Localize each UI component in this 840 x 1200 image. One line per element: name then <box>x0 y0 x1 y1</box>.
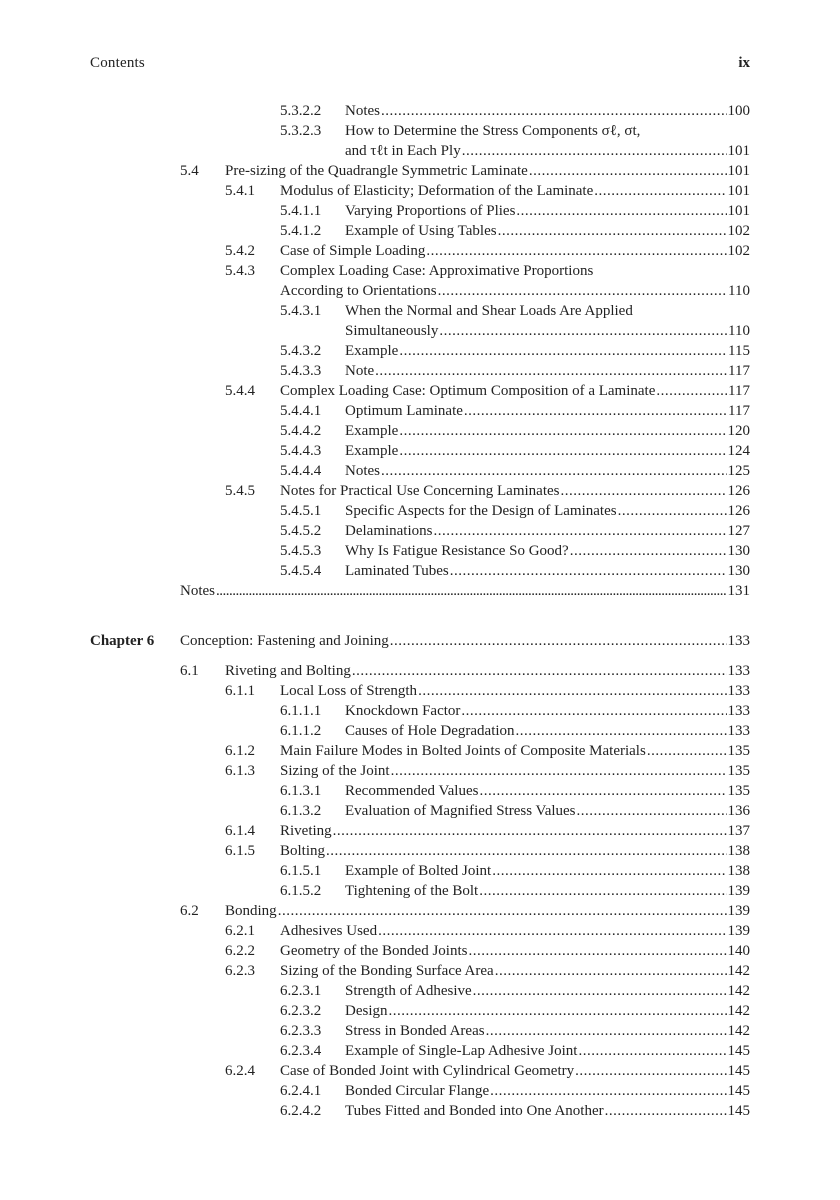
page-number: 102 <box>727 243 750 259</box>
page-number: 133 <box>727 703 750 719</box>
section-number: 5.4.4.1 <box>280 403 322 419</box>
toc-line <box>345 981 750 1001</box>
dot-leader <box>468 941 726 961</box>
toc-entry <box>0 681 840 701</box>
dot-leader <box>490 1081 726 1101</box>
dot-leader <box>486 1021 727 1041</box>
toc-line <box>345 101 750 121</box>
toc-entry <box>0 561 840 581</box>
section-number: 6.1.5.2 <box>280 883 322 899</box>
toc-entry <box>0 221 840 241</box>
toc-line <box>345 541 750 561</box>
section-title: Sizing of the Bonding Surface Area <box>280 963 494 979</box>
section-number: 5.4 <box>180 163 199 179</box>
toc-line <box>345 301 750 321</box>
page-number: 127 <box>727 523 750 539</box>
dot-leader <box>647 741 727 761</box>
section-number: 6.2.3.1 <box>280 983 322 999</box>
section-number: 5.4.3.3 <box>280 363 322 379</box>
page-number-roman: ix <box>738 55 750 71</box>
section-title: Notes <box>345 103 380 119</box>
toc-line <box>345 801 750 821</box>
section-title: According to Orientations <box>280 283 437 299</box>
page-number: 124 <box>727 443 750 459</box>
section-title: When the Normal and Shear Loads Are Applied <box>345 303 633 319</box>
section-number: 6.1.4 <box>225 823 255 839</box>
dot-leader <box>561 481 727 501</box>
toc-entry <box>0 1041 840 1061</box>
toc-line <box>345 701 750 721</box>
toc-entry <box>0 861 840 881</box>
toc-line <box>345 361 750 381</box>
page-number: 100 <box>727 103 750 119</box>
dot-leader <box>529 161 727 181</box>
dot-leader <box>439 321 727 341</box>
dot-leader <box>578 1041 726 1061</box>
toc-entry <box>0 201 840 221</box>
section-title: Delaminations <box>345 523 433 539</box>
dot-leader <box>389 1001 727 1021</box>
page-number: 133 <box>727 683 750 699</box>
section-number: 5.3.2.3 <box>280 123 322 139</box>
toc-entry <box>0 741 840 761</box>
toc-entry <box>0 1001 840 1021</box>
dot-leader <box>461 701 726 721</box>
toc-line <box>225 161 750 181</box>
page-number: 138 <box>727 843 750 859</box>
dot-leader <box>605 1101 727 1121</box>
section-number: 6.2.3.3 <box>280 1023 322 1039</box>
toc-line <box>280 381 750 401</box>
page-number: 145 <box>727 1063 750 1079</box>
toc-line <box>345 721 750 741</box>
section-number: 6.1.5 <box>225 843 255 859</box>
page-number: 117 <box>728 383 750 399</box>
page-number: 142 <box>727 963 750 979</box>
toc-line <box>280 921 750 941</box>
toc-entry <box>0 321 840 341</box>
toc-entry <box>0 661 840 681</box>
dot-leader <box>618 501 727 521</box>
toc-entry <box>0 161 840 181</box>
page-number: 133 <box>727 633 750 649</box>
chapter-entry <box>0 631 840 651</box>
toc-line <box>280 261 750 281</box>
section-number: 6.1.3.2 <box>280 803 322 819</box>
toc-line <box>345 401 750 421</box>
section-number: 5.4.1.2 <box>280 223 322 239</box>
section-number: 5.4.3.1 <box>280 303 322 319</box>
toc-line <box>225 901 750 921</box>
section-title: and τℓt in Each Ply <box>345 143 461 159</box>
toc-line <box>345 421 750 441</box>
dot-leader <box>464 401 727 421</box>
toc-entry <box>0 401 840 421</box>
dot-leader <box>381 101 727 121</box>
section-title: Complex Loading Case: Approximative Proportions <box>280 263 594 279</box>
page-number: 139 <box>727 923 750 939</box>
toc-line <box>280 481 750 501</box>
section-title: Riveting <box>280 823 332 839</box>
page-number: 145 <box>727 1043 750 1059</box>
toc-entry <box>0 841 840 861</box>
section-number: 6.1.1 <box>225 683 255 699</box>
dot-leader <box>391 761 727 781</box>
toc-entry <box>0 261 840 281</box>
section-title: Notes for Practical Use Concerning Laminates <box>280 483 560 499</box>
page-number: 142 <box>727 1023 750 1039</box>
section-number: 5.4.5.2 <box>280 523 322 539</box>
toc-line <box>180 581 750 601</box>
toc-entry <box>0 781 840 801</box>
page-number: 117 <box>728 403 750 419</box>
toc-line <box>345 881 750 901</box>
page-number: 126 <box>727 503 750 519</box>
page-number: 120 <box>727 423 750 439</box>
toc-entry <box>0 241 840 261</box>
section-title: How to Determine the Stress Components σℓ, σt, <box>345 123 641 139</box>
dot-leader <box>378 921 726 941</box>
dot-leader <box>656 381 727 401</box>
toc-entry <box>0 381 840 401</box>
section-number: 6.2 <box>180 903 199 919</box>
toc-line <box>280 821 750 841</box>
toc-line <box>345 461 750 481</box>
toc-entry <box>0 901 840 921</box>
section-number: 6.2.3 <box>225 963 255 979</box>
section-number: 5.4.5.3 <box>280 543 322 559</box>
section-title: Bonding <box>225 903 277 919</box>
section-title: Bolting <box>280 843 326 859</box>
section-title: Knockdown Factor <box>345 703 461 719</box>
toc-entry <box>0 721 840 741</box>
dot-leader <box>375 361 727 381</box>
dot-leader <box>381 461 727 481</box>
page-number: 137 <box>727 823 750 839</box>
section-title: Example of Bolted Joint <box>345 863 492 879</box>
section-number: 5.4.1.1 <box>280 203 322 219</box>
section-number: 6.1.2 <box>225 743 255 759</box>
page-number: 142 <box>727 983 750 999</box>
toc-entry <box>0 441 840 461</box>
section-title: Recommended Values <box>345 783 479 799</box>
toc-entry <box>0 421 840 441</box>
toc-line <box>345 861 750 881</box>
toc-line <box>345 141 750 161</box>
section-title: Case of Bonded Joint with Cylindrical Geometry <box>280 1063 575 1079</box>
toc-line <box>180 631 750 651</box>
section-title: Why Is Fatigue Resistance So Good? <box>345 543 569 559</box>
toc-line <box>280 281 750 301</box>
section-title: Causes of Hole Degradation <box>345 723 515 739</box>
section-number: 6.2.4 <box>225 1063 255 1079</box>
section-number: 5.4.3 <box>225 263 255 279</box>
toc-entry <box>0 921 840 941</box>
section-title: Tubes Fitted and Bonded into One Another <box>345 1103 604 1119</box>
dot-leader <box>462 141 727 161</box>
dot-leader <box>418 681 726 701</box>
running-head-title: Contents <box>90 55 145 71</box>
section-title: Modulus of Elasticity; Deformation of the Laminate <box>280 183 594 199</box>
page-number: 145 <box>727 1103 750 1119</box>
dot-leader <box>333 821 727 841</box>
section-title: Notes <box>180 583 215 599</box>
section-number: 6.2.1 <box>225 923 255 939</box>
section-number: 5.4.4.2 <box>280 423 322 439</box>
section-number: 5.4.5 <box>225 483 255 499</box>
toc-entry <box>0 761 840 781</box>
toc-line <box>345 1081 750 1101</box>
section-number: 6.1.3 <box>225 763 255 779</box>
page-number: 139 <box>727 883 750 899</box>
section-title: Evaluation of Magnified Stress Values <box>345 803 576 819</box>
toc-entry <box>0 961 840 981</box>
toc-entry <box>0 481 840 501</box>
section-number: 5.4.2 <box>225 243 255 259</box>
section-title: Simultaneously <box>345 323 439 339</box>
toc-line <box>345 781 750 801</box>
toc-line <box>345 1041 750 1061</box>
section-number: 6.2.4.1 <box>280 1083 322 1099</box>
toc-entry <box>0 361 840 381</box>
section-number: 6.1.1.1 <box>280 703 322 719</box>
toc-entry <box>0 1081 840 1101</box>
section-title: Conception: Fastening and Joining <box>180 633 389 649</box>
dot-leader <box>473 981 727 1001</box>
page-number: 101 <box>727 183 750 199</box>
page-number: 133 <box>727 723 750 739</box>
section-number: 5.3.2.2 <box>280 103 322 119</box>
page-number: 101 <box>727 163 750 179</box>
section-title: Specific Aspects for the Design of Laminates <box>345 503 617 519</box>
dot-leader <box>352 661 727 681</box>
section-title: Example <box>345 443 399 459</box>
section-title: Sizing of the Joint <box>280 763 390 779</box>
toc-line <box>280 741 750 761</box>
toc-entry <box>0 581 840 601</box>
section-title: Adhesives Used <box>280 923 378 939</box>
page-number: 101 <box>727 203 750 219</box>
section-title: Design <box>345 1003 388 1019</box>
section-title: Varying Proportions of Plies <box>345 203 516 219</box>
section-title: Example <box>345 423 399 439</box>
toc-entry <box>0 101 840 121</box>
section-title: Riveting and Bolting <box>225 663 351 679</box>
page-number: 117 <box>728 363 750 379</box>
dot-leader <box>433 521 726 541</box>
toc-line <box>280 961 750 981</box>
section-title: Stress in Bonded Areas <box>345 1023 485 1039</box>
section-title: Geometry of the Bonded Joints <box>280 943 468 959</box>
section-title: Example <box>345 343 399 359</box>
toc-entry <box>0 521 840 541</box>
toc-line <box>280 1061 750 1081</box>
toc-line <box>345 341 750 361</box>
dot-leader <box>492 861 726 881</box>
dot-leader <box>450 561 727 581</box>
toc-entry <box>0 1061 840 1081</box>
page-number: 130 <box>727 543 750 559</box>
dot-leader <box>516 201 726 221</box>
page-number: 138 <box>727 863 750 879</box>
page-number: 139 <box>727 903 750 919</box>
page-number: 110 <box>728 323 750 339</box>
toc-line <box>345 321 750 341</box>
section-title: Tightening of the Bolt <box>345 883 479 899</box>
toc-line <box>280 241 750 261</box>
toc-entry <box>0 801 840 821</box>
dot-leader <box>278 901 727 921</box>
dot-leader <box>390 631 727 651</box>
toc-line <box>280 681 750 701</box>
page-number: 110 <box>728 283 750 299</box>
section-number: 5.4.3.2 <box>280 343 322 359</box>
section-title: Notes <box>345 463 380 479</box>
page-number: 135 <box>727 743 750 759</box>
section-title: Main Failure Modes in Bolted Joints of Composite Materials <box>280 743 646 759</box>
toc-line <box>345 441 750 461</box>
page-number: 115 <box>728 343 750 359</box>
toc-entry <box>0 981 840 1001</box>
toc-entry <box>0 701 840 721</box>
toc-entry <box>0 461 840 481</box>
toc-entry <box>0 301 840 321</box>
section-title: Strength of Adhesive <box>345 983 472 999</box>
page-number: 140 <box>727 943 750 959</box>
toc-line <box>345 1021 750 1041</box>
toc-entry <box>0 881 840 901</box>
page-number: 102 <box>727 223 750 239</box>
dot-leader <box>479 881 726 901</box>
page-number: 101 <box>727 143 750 159</box>
toc-entry <box>0 821 840 841</box>
page-number: 135 <box>727 783 750 799</box>
section-number: 5.4.4.3 <box>280 443 322 459</box>
dot-leader <box>495 961 727 981</box>
section-number: 5.4.4.4 <box>280 463 322 479</box>
dot-leader <box>575 1061 726 1081</box>
dot-leader <box>438 281 727 301</box>
section-number: 6.2.2 <box>225 943 255 959</box>
chapter-label: Chapter 6 <box>90 633 155 649</box>
toc-line <box>280 941 750 961</box>
page-number: 133 <box>727 663 750 679</box>
toc-line <box>345 121 750 141</box>
section-number: 6.2.3.2 <box>280 1003 322 1019</box>
section-number: 5.4.5.4 <box>280 563 322 579</box>
page-number: 135 <box>727 763 750 779</box>
section-title: Pre-sizing of the Quadrangle Symmetric Laminate <box>225 163 528 179</box>
toc-entry <box>0 1021 840 1041</box>
page-number: 130 <box>727 563 750 579</box>
dot-leader <box>326 841 726 861</box>
section-number: 6.2.3.4 <box>280 1043 322 1059</box>
toc-line <box>280 761 750 781</box>
page-number: 125 <box>727 463 750 479</box>
dot-leader <box>426 241 726 261</box>
toc-entry <box>0 501 840 521</box>
page-number: 126 <box>727 483 750 499</box>
section-title: Laminated Tubes <box>345 563 449 579</box>
toc-line <box>225 661 750 681</box>
toc-line <box>345 221 750 241</box>
toc-line <box>345 561 750 581</box>
dot-leader <box>399 441 726 461</box>
section-number: 6.1.1.2 <box>280 723 322 739</box>
section-title: Case of Simple Loading <box>280 243 426 259</box>
page-number: 145 <box>727 1083 750 1099</box>
section-number: 6.2.4.2 <box>280 1103 322 1119</box>
toc-line <box>345 521 750 541</box>
dot-leader <box>577 801 727 821</box>
section-number: 6.1.5.1 <box>280 863 322 879</box>
section-number: 5.4.4 <box>225 383 255 399</box>
toc-entry <box>0 181 840 201</box>
toc-entry <box>0 281 840 301</box>
dot-leader <box>516 721 727 741</box>
section-number: 6.1 <box>180 663 199 679</box>
toc-line <box>345 1101 750 1121</box>
section-title: Example of Single-Lap Adhesive Joint <box>345 1043 578 1059</box>
section-number: 5.4.1 <box>225 183 255 199</box>
section-number: 6.1.3.1 <box>280 783 322 799</box>
toc-line <box>345 201 750 221</box>
dot-leader <box>570 541 727 561</box>
toc-entry <box>0 341 840 361</box>
toc-line <box>280 841 750 861</box>
section-title: Bonded Circular Flange <box>345 1083 490 1099</box>
toc-entry <box>0 541 840 561</box>
section-title: Example of Using Tables <box>345 223 497 239</box>
running-header <box>90 55 750 75</box>
section-number: 5.4.5.1 <box>280 503 322 519</box>
section-title: Optimum Laminate <box>345 403 463 419</box>
page-number: 142 <box>727 1003 750 1019</box>
dot-leader <box>399 421 726 441</box>
page-number: 131 <box>727 583 750 599</box>
toc-entry <box>0 941 840 961</box>
page-number: 136 <box>727 803 750 819</box>
toc-line <box>280 181 750 201</box>
toc-entry <box>0 141 840 161</box>
toc-line <box>345 1001 750 1021</box>
dot-leader <box>479 781 726 801</box>
dot-leader <box>399 341 727 361</box>
dot-leader <box>498 221 727 241</box>
toc-entry <box>0 1101 840 1121</box>
section-title: Note <box>345 363 375 379</box>
dot-leader <box>216 581 727 601</box>
dot-leader <box>594 181 726 201</box>
section-title: Complex Loading Case: Optimum Composition of a Laminate <box>280 383 656 399</box>
toc-line <box>345 501 750 521</box>
section-title: Local Loss of Strength <box>280 683 418 699</box>
toc-entry <box>0 121 840 141</box>
